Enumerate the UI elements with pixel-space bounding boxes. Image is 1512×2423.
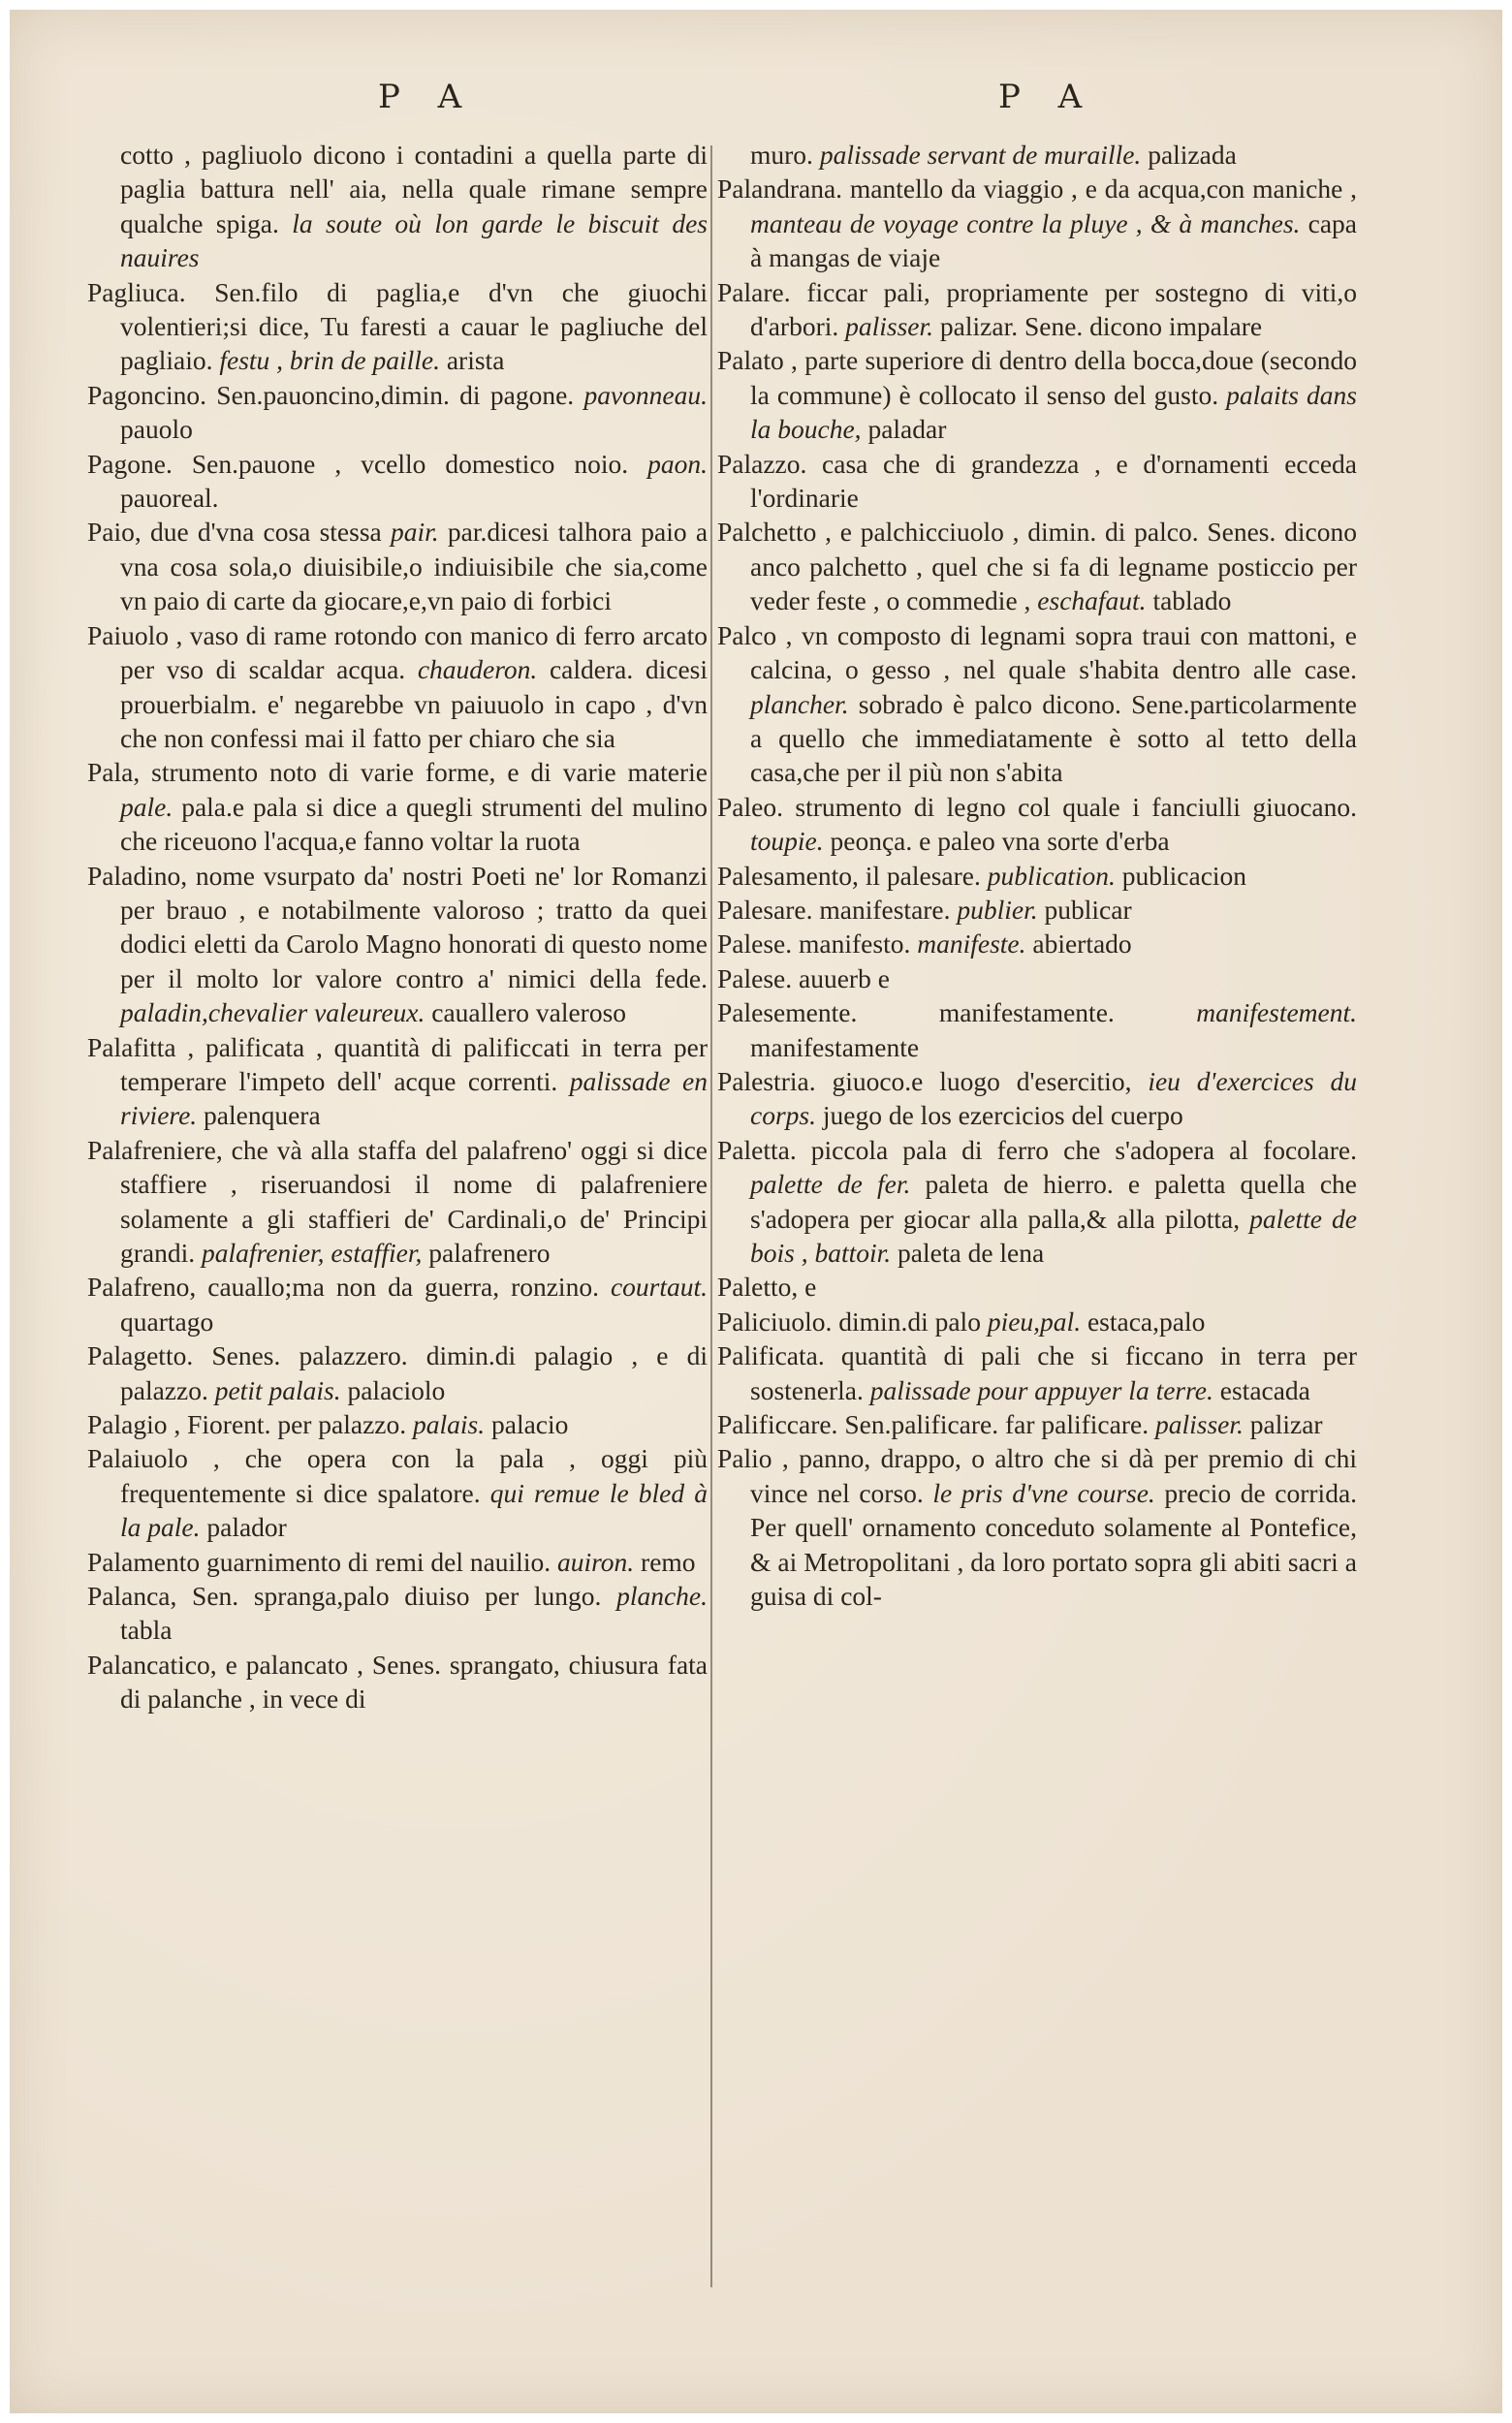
dictionary-entry — [87, 1407, 708, 1441]
spanish-equivalent: caldera. dicesi prouerbialm. e' negarebbe vn paiuuolo in capo , d'vn che non confessi mai il fatto per chiaro che sia — [120, 654, 709, 753]
dictionary-entry — [717, 1407, 1357, 1441]
french-equivalent: palisser. — [1154, 1409, 1244, 1440]
dictionary-entry — [87, 859, 708, 1030]
column-divider — [710, 145, 712, 2287]
spanish-equivalent: pauoreal. — [120, 483, 219, 514]
french-equivalent: le pris d'vne course. — [932, 1477, 1155, 1508]
spanish-equivalent: arista — [446, 345, 505, 376]
spanish-equivalent: precio de corrida. Per quell' ornamento conceduto solamente al Pontefice, & ai Metropolitani , da loro portato sopra gli abiti sacri a guisa di col- — [750, 1477, 1358, 1612]
dictionary-entry — [87, 1648, 708, 1716]
entry-definition: ficcar pali, propriamente per sostegno di viti,o d'arbori. — [750, 276, 1358, 342]
spanish-equivalent: sobrado è palco dicono. Sene.particolarmente a quello che immediatamente è sotto al tetto della casa,che per il più non s'abita — [750, 688, 1358, 788]
spanish-equivalent: palacio — [491, 1409, 569, 1440]
french-equivalent: planche. — [616, 1581, 708, 1612]
entry-headword: Palesemente. — [717, 997, 858, 1028]
spanish-equivalent: estacada — [1219, 1374, 1310, 1405]
french-equivalent: publication. — [987, 860, 1116, 891]
entry-headword: Paladino, — [87, 860, 188, 891]
entry-definition: e palancato , Senes. sprangato, chiusura fata di palanche , in vece di — [120, 1649, 708, 1715]
spanish-equivalent: tabla — [120, 1615, 173, 1646]
entry-definition: e — [804, 1272, 817, 1303]
french-equivalent: auiron. — [556, 1546, 635, 1577]
french-equivalent: ieu d'exercices du corps. — [750, 1065, 1358, 1131]
entry-headword: Palaiuolo , — [87, 1443, 220, 1474]
entry-definition: Sen.filo di paglia,e d'vn che giuochi volentieri;si dice, Tu faresti a cauar le pagliuche del pagliaio. — [120, 276, 708, 376]
dictionary-entry — [717, 343, 1357, 446]
entry-headword: Palazzo. — [717, 448, 807, 479]
running-header-right: P A — [998, 78, 1096, 116]
french-equivalent: palafrenier, estaffier, — [202, 1238, 423, 1268]
entry-headword: Palagio , — [87, 1409, 181, 1440]
french-equivalent: palissade servant de muraille. — [819, 140, 1142, 170]
spanish-equivalent: estaca,palo — [1087, 1306, 1206, 1337]
spanish-equivalent: palenquera — [204, 1100, 321, 1131]
entry-headword: Pala, — [87, 757, 141, 788]
dictionary-entry — [717, 995, 1357, 1064]
dictionary-entry — [87, 1030, 708, 1133]
entry-headword: Paliciuolo. — [717, 1306, 833, 1337]
entry-definition: giuoco.e luogo d'esercitio, — [832, 1065, 1132, 1096]
dictionary-entry — [87, 1441, 708, 1544]
spanish-equivalent: palizar — [1249, 1409, 1323, 1440]
entry-definition: strumento noto di varie forme, e di varie materie — [151, 757, 708, 788]
entry-headword: Paletto, — [717, 1272, 799, 1303]
dictionary-entry — [717, 1338, 1357, 1407]
entry-headword: Palanca, — [87, 1581, 177, 1612]
entry-definition: Fiorent. per palazzo. — [187, 1409, 407, 1440]
entry-headword: Palese. — [717, 928, 793, 960]
french-equivalent: paon. — [647, 448, 709, 479]
dictionary-entry — [717, 1305, 1357, 1338]
dictionary-entry — [717, 961, 1357, 995]
dictionary-entry — [87, 1579, 708, 1648]
entry-headword: Palese. — [717, 962, 793, 993]
entry-headword: Palamento — [87, 1546, 201, 1577]
french-equivalent: eschafaut. — [1037, 585, 1147, 616]
spanish-equivalent: quartago — [120, 1306, 214, 1337]
spanish-equivalent: palaciolo — [347, 1374, 446, 1405]
french-equivalent: palette de bois , battoir. — [750, 1203, 1358, 1268]
french-equivalent: festu , brin de paille. — [219, 345, 440, 376]
french-equivalent: toupie. — [750, 826, 824, 857]
dictionary-entry — [87, 1270, 708, 1338]
dictionary-entry — [87, 138, 708, 275]
spanish-equivalent: publicar — [1044, 894, 1132, 925]
entry-definition: manifestamente. — [938, 997, 1115, 1028]
dictionary-entry — [717, 275, 1357, 344]
dictionary-entry — [717, 893, 1357, 927]
entry-definition: Sen. spranga,palo diuiso per lungo. — [192, 1581, 602, 1612]
entry-headword: Paletta. — [717, 1134, 797, 1165]
entry-definition: strumento di legno col quale i fanciulli giuocano. — [795, 791, 1357, 822]
french-equivalent: petit palais. — [214, 1374, 341, 1405]
dictionary-entry — [87, 275, 708, 378]
entry-headword: Palagetto. — [87, 1340, 194, 1371]
spanish-equivalent: tablado — [1152, 585, 1232, 616]
entry-definition: che và alla staffa del palafreno' oggi si dice staffiere , riseruandosi il nome di palafreniere solamente a gli staffieri de' Cardinali,o de' Principi grandi. — [120, 1134, 709, 1268]
dictionary-page — [10, 10, 1502, 2413]
entry-headword: Palafreniere, — [87, 1134, 223, 1165]
spanish-equivalent: palador — [206, 1512, 287, 1543]
entry-headword: Palio , — [717, 1443, 789, 1474]
entry-definition: mantello da viaggio , e da acqua,con maniche , — [849, 173, 1357, 205]
entry-headword: Palesamento, — [717, 860, 859, 891]
french-equivalent: manteau de voyage contre la pluye , & à manches. — [750, 207, 1301, 238]
entry-definition: parte superiore di dentro della bocca,doue (secondo la commune) è collocato il senso del gusto. — [750, 345, 1357, 410]
dictionary-entry — [87, 447, 708, 516]
entry-headword: Palafreno, — [87, 1272, 197, 1303]
dictionary-entry — [717, 618, 1357, 790]
dictionary-entry — [717, 447, 1357, 516]
spanish-equivalent: pauolo — [120, 414, 193, 445]
entry-definition: muro. — [750, 140, 813, 170]
entry-definition: quantità di pali che si ficcano in terra per sostenerla. — [750, 1340, 1357, 1405]
entry-definition: casa che di grandezza , e d'ornamenti ecceda l'ordinarie — [750, 448, 1357, 514]
left-column — [87, 138, 708, 1716]
french-equivalent: palissade pour appuyer la terre. — [869, 1374, 1213, 1405]
right-column — [717, 138, 1357, 1613]
entry-definition: Senes. palazzero. dimin.di palagio , e di palazzo. — [120, 1340, 709, 1405]
spanish-equivalent: cauallero valeroso — [431, 997, 627, 1028]
entry-headword: Pagliuca. — [87, 276, 186, 307]
dictionary-entry — [87, 1338, 708, 1407]
dictionary-entry — [717, 1133, 1357, 1271]
entry-headword: Pagone. — [87, 448, 173, 479]
entry-definition: e palchicciuolo , dimin. di palco. Senes. dicono anco palchetto , quel che si fa di legname posticcio per veder feste , o commedie , — [750, 517, 1357, 616]
spanish-equivalent: paladar — [867, 414, 947, 445]
entry-definition: auuerb e — [799, 962, 890, 993]
entry-headword: Paiuolo , — [87, 619, 183, 650]
entry-headword: Pagoncino. — [87, 379, 206, 410]
french-equivalent: pair. — [390, 517, 439, 548]
entry-definition: Sen.palificare. far palificare. — [844, 1409, 1150, 1440]
french-equivalent: palissade en riviere. — [120, 1065, 708, 1131]
french-equivalent: palais. — [413, 1409, 486, 1440]
entry-definition: palificata , quantità di palificcati in terra per temperare l'impeto dell' acque correnti. — [120, 1031, 708, 1096]
french-equivalent: manifeste. — [917, 928, 1026, 960]
entry-headword: Palato , — [717, 345, 798, 376]
entry-definition: il palesare. — [865, 860, 981, 891]
entry-definition: due d'vna cosa stessa — [149, 517, 382, 548]
entry-definition: che opera con la pala , oggi più frequentemente si dice spalatore. — [120, 1443, 709, 1508]
entry-definition: vn composto di legnami sopra traui con mattoni, e calcina, o gesso , nel quale s'habita dentro alle case. — [750, 619, 1357, 685]
entry-definition: Sen.pauoncino,dimin. di pagone. — [216, 379, 575, 410]
dictionary-entry — [87, 515, 708, 617]
spanish-equivalent: par.dicesi talhora paio a vna cosa sola,o diuisibile,o indiuisibile che sia,come vn paio di carte da giocare,e,vn paio di forbici — [120, 517, 709, 616]
entry-definition: manifesto. — [799, 928, 911, 960]
entry-definition: guarnimento di remi del nauilio. — [205, 1546, 551, 1577]
entry-definition: Sen.pauone , vcello domestico noio. — [191, 448, 629, 479]
spanish-equivalent: peonça. e paleo vna sorte d'erba — [830, 826, 1170, 857]
french-equivalent: pale. — [120, 791, 173, 822]
spanish-equivalent: juego de los ezercicios del cuerpo — [822, 1100, 1183, 1131]
entry-definition: panno, drappo, o altro che si dà per premio di chi vince nel corso. — [750, 1443, 1357, 1508]
french-equivalent: palisser. — [845, 311, 934, 342]
spanish-equivalent: palizar. Sene. dicono impalare — [939, 311, 1263, 342]
french-equivalent: qui remue le bled à la pale. — [120, 1477, 709, 1543]
spanish-equivalent: remo — [641, 1546, 696, 1577]
french-equivalent: palaits dans la bouche, — [750, 379, 1357, 445]
entry-headword: Palestria. — [717, 1065, 816, 1096]
spanish-equivalent: palafrenero — [428, 1238, 551, 1268]
spanish-equivalent: abiertado — [1032, 928, 1132, 960]
dictionary-entry — [87, 1133, 708, 1271]
french-equivalent: plancher. — [750, 688, 849, 719]
spanish-equivalent: paleta de hierro. e paletta quella che s'adopera per giocar alla palla,& alla pilotta, — [750, 1169, 1357, 1234]
entry-headword: Palificata. — [717, 1340, 825, 1371]
dictionary-entry — [717, 515, 1357, 617]
french-equivalent: courtaut. — [610, 1272, 709, 1303]
dictionary-entry — [717, 859, 1357, 893]
entry-headword: Palesare. — [717, 894, 813, 925]
french-equivalent: paladin,chevalier valeureux. — [120, 997, 425, 1028]
entry-headword: Palchetto , — [717, 517, 832, 548]
entry-definition: cotto , pagliuolo dicono i contadini a quella parte di paglia battura nell' aia, nella quale rimane sempre qualche spiga. — [120, 140, 708, 238]
french-equivalent: manifestement. — [1196, 997, 1357, 1028]
dictionary-entry — [717, 927, 1357, 960]
spanish-equivalent: pala.e pala si dice a quegli strumenti del mulino che riceuono l'acqua,e fanno voltar la ruota — [120, 791, 709, 857]
dictionary-entry — [717, 1441, 1357, 1613]
spanish-equivalent: capa à mangas de viaje — [750, 207, 1357, 273]
entry-headword: Palco , — [717, 619, 793, 650]
entry-headword: Paleo. — [717, 791, 783, 822]
entry-headword: Palificcare. — [717, 1409, 838, 1440]
dictionary-entry — [87, 378, 708, 447]
dictionary-entry — [87, 618, 708, 756]
french-equivalent: chauderon. — [417, 654, 538, 685]
spanish-equivalent: publicacion — [1121, 860, 1247, 891]
french-equivalent: pieu,pal. — [987, 1306, 1082, 1337]
entry-headword: Palancatico, — [87, 1649, 217, 1680]
entry-headword: Palafitta , — [87, 1031, 195, 1062]
french-equivalent: palette de fer. — [750, 1169, 911, 1200]
entry-definition: nome vsurpato da' nostri Poeti ne' lor Romanzi per brauo , e notabilmente valoroso ; tratto da quei dodici eletti da Carolo Magno honorati di questo nome per il molto lor valore contro a' nimici della fede. — [120, 860, 708, 993]
dictionary-entry — [717, 138, 1357, 172]
entry-definition: vaso di rame rotondo con manico di ferro arcato per vso di scaldar acqua. — [120, 619, 709, 685]
spanish-equivalent: palizada — [1148, 140, 1237, 170]
entry-definition: piccola pala di ferro che s'adopera al focolare. — [810, 1134, 1357, 1165]
dictionary-entry — [717, 790, 1357, 859]
entry-definition: dimin.di palo — [838, 1306, 981, 1337]
spanish-equivalent: manifestamente — [750, 1031, 920, 1062]
french-equivalent: publier. — [957, 894, 1038, 925]
entry-headword: Palare. — [717, 276, 791, 307]
running-header-left: P A — [378, 78, 476, 116]
dictionary-entry — [87, 1545, 708, 1579]
entry-definition: cauallo;ma non da guerra, ronzino. — [207, 1272, 599, 1303]
dictionary-entry — [717, 1270, 1357, 1304]
entry-headword: Palandrana. — [717, 173, 843, 205]
entry-definition: manifestare. — [819, 894, 951, 925]
dictionary-entry — [717, 1064, 1357, 1133]
entry-headword: Paio, — [87, 517, 142, 548]
dictionary-entry — [717, 172, 1357, 274]
french-equivalent: la soute où lon garde le biscuit des nauires — [120, 207, 708, 273]
spanish-equivalent: paleta de lena — [898, 1238, 1045, 1268]
french-equivalent: pavonneau. — [583, 379, 708, 410]
dictionary-entry — [87, 755, 708, 858]
